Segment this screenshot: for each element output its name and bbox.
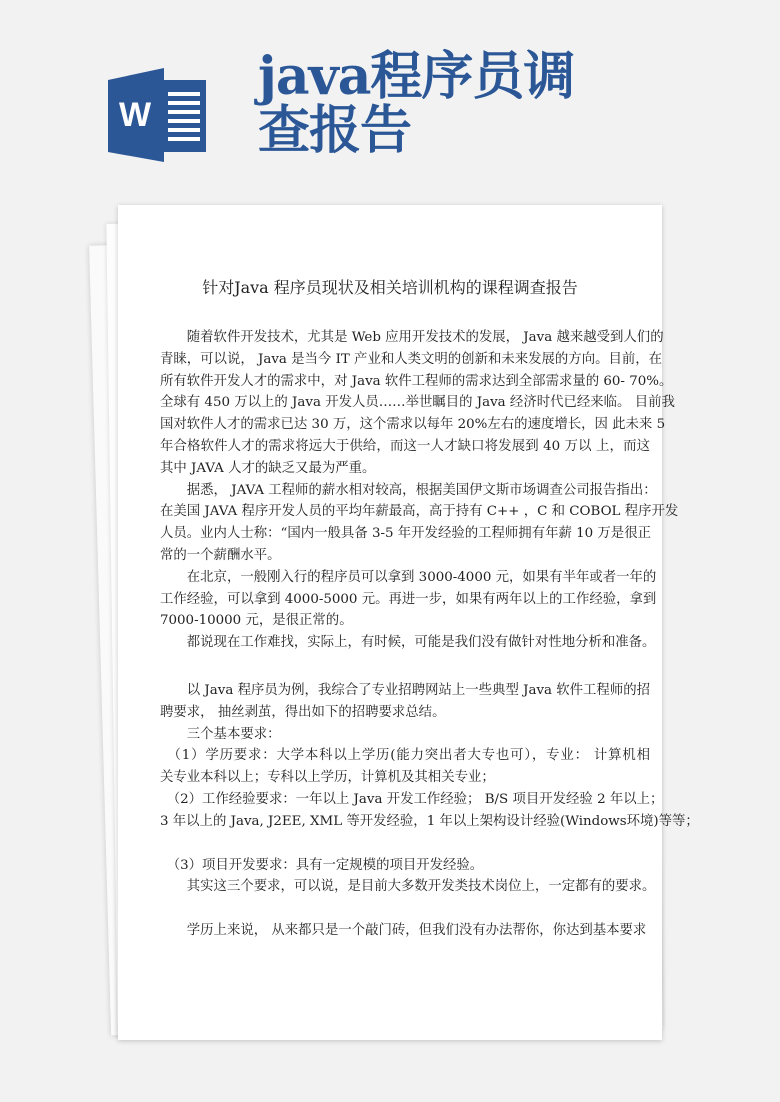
document-body [160, 327, 699, 942]
text-line: 在美国 JAVA 程序开发人员的平均年薪最高，高于持有 C++ ，C 和 COBOL 程序开发 [160, 504, 679, 520]
word-document-icon [108, 68, 208, 162]
title-line-2: 查报告 [258, 100, 412, 161]
text-line: （1）学历要求：大学本科以上学历(能力突出者大专也可），专业： 计算机相 [160, 748, 650, 764]
paragraph [160, 724, 650, 746]
text-line: 常的一个薪酬水平。 [160, 547, 281, 563]
title-line-1: java程序员调 [258, 46, 575, 107]
svg-text:W: W [118, 96, 152, 134]
document-title: 针对Java 程序员现状及相关培训机构的课程调查报告 [202, 278, 578, 297]
paragraph [160, 480, 679, 567]
text-line: （2）工作经验要求：一年以上 Java 开发工作经验； B/S 项目开发经验 2 年以上； [160, 791, 664, 807]
text-line: 都说现在工作难找，实际上，有时候，可能是我们没有做针对性地分析和准备。 [160, 635, 656, 651]
paragraph [160, 789, 699, 833]
text-line: 全球有 450 万以上的 Java 开发人员……举世瞩目的 Java 经济时代已经来临。 目前我 [160, 395, 675, 411]
text-line: 所有软件开发人才的需求中，对 Java 软件工程师的需求达到全部需求量的 60- 70%。 [160, 373, 673, 389]
paragraph [160, 632, 656, 654]
text-line: 学历上来说， 从来都只是一个敲门砖，但我们没有办法帮你，你达到基本要求 [160, 923, 647, 939]
paragraph-spacer [160, 898, 650, 920]
text-line: 其实这三个要求，可以说，是目前大多数开发类技术岗位上，一定都有的要求。 [160, 879, 656, 895]
text-line: 工作经验，可以拿到 4000-5000 元。再进一步，如果有两年以上的工作经验，拿到 [160, 591, 657, 607]
text-line: 关专业本科以上；专科以上学历，计算机及其相关专业； [160, 770, 495, 786]
paragraph [160, 567, 657, 632]
paragraph [160, 920, 650, 942]
text-line: 随着软件开发技术，尤其是 Web 应用开发技术的发展， Java 越来越受到人们的 [160, 330, 664, 345]
paragraph [160, 327, 675, 480]
text-line: 其中 JAVA 人才的缺乏又最为严重。 [160, 460, 376, 476]
text-line: 以 Java 程序员为例，我综合了专业招聘网站上一些典型 Java 软件工程师的招 [160, 682, 650, 698]
text-line: 青睐，可以说， Java 是当今 IT 产业和人类文明的创新和未来发展的方向。目前，在 [160, 351, 663, 367]
text-line: 3 年以上的 Java, J2EE, XML 等开发经验，1 年以上架构设计经验(Windows环境)等等； [160, 813, 699, 829]
paragraph-spacer [160, 833, 650, 855]
text-line: 国对软件人才的需求已达 30 万，这个需求以每年 20%左右的速度增长，因 此未来 5 [160, 417, 666, 433]
text-line: 聘要求， 抽丝剥茧，得出如下的招聘要求总结。 [160, 704, 446, 720]
paragraph [160, 876, 656, 898]
text-line: 在北京，一般刚入行的程序员可以拿到 3000-4000 元，如果有半年或者一年的 [160, 569, 657, 585]
paragraph [160, 855, 650, 877]
document-page [118, 205, 699, 1040]
text-line: 7000-10000 元，是很正常的。 [160, 613, 353, 629]
text-line: （3）项目开发要求：具有一定规模的项目开发经验。 [160, 857, 484, 873]
paragraph-spacer [160, 654, 650, 680]
text-line: 据悉， JAVA 工程师的薪水相对较高，根据美国伊文斯市场调查公司报告指出： [160, 482, 657, 498]
text-line: 人员。业内人士称：“国内一般具备 3-5 年开发经验的工程师拥有年薪 10 万是很正 [160, 526, 651, 542]
text-line: 年合格软件人才的需求将远大于供给，而这一人才缺口将发展到 40 万以 上，而这 [160, 438, 650, 454]
page-title [258, 46, 618, 161]
paragraph [160, 680, 650, 724]
paragraph [160, 745, 650, 789]
text-line: 三个基本要求： [160, 726, 281, 742]
